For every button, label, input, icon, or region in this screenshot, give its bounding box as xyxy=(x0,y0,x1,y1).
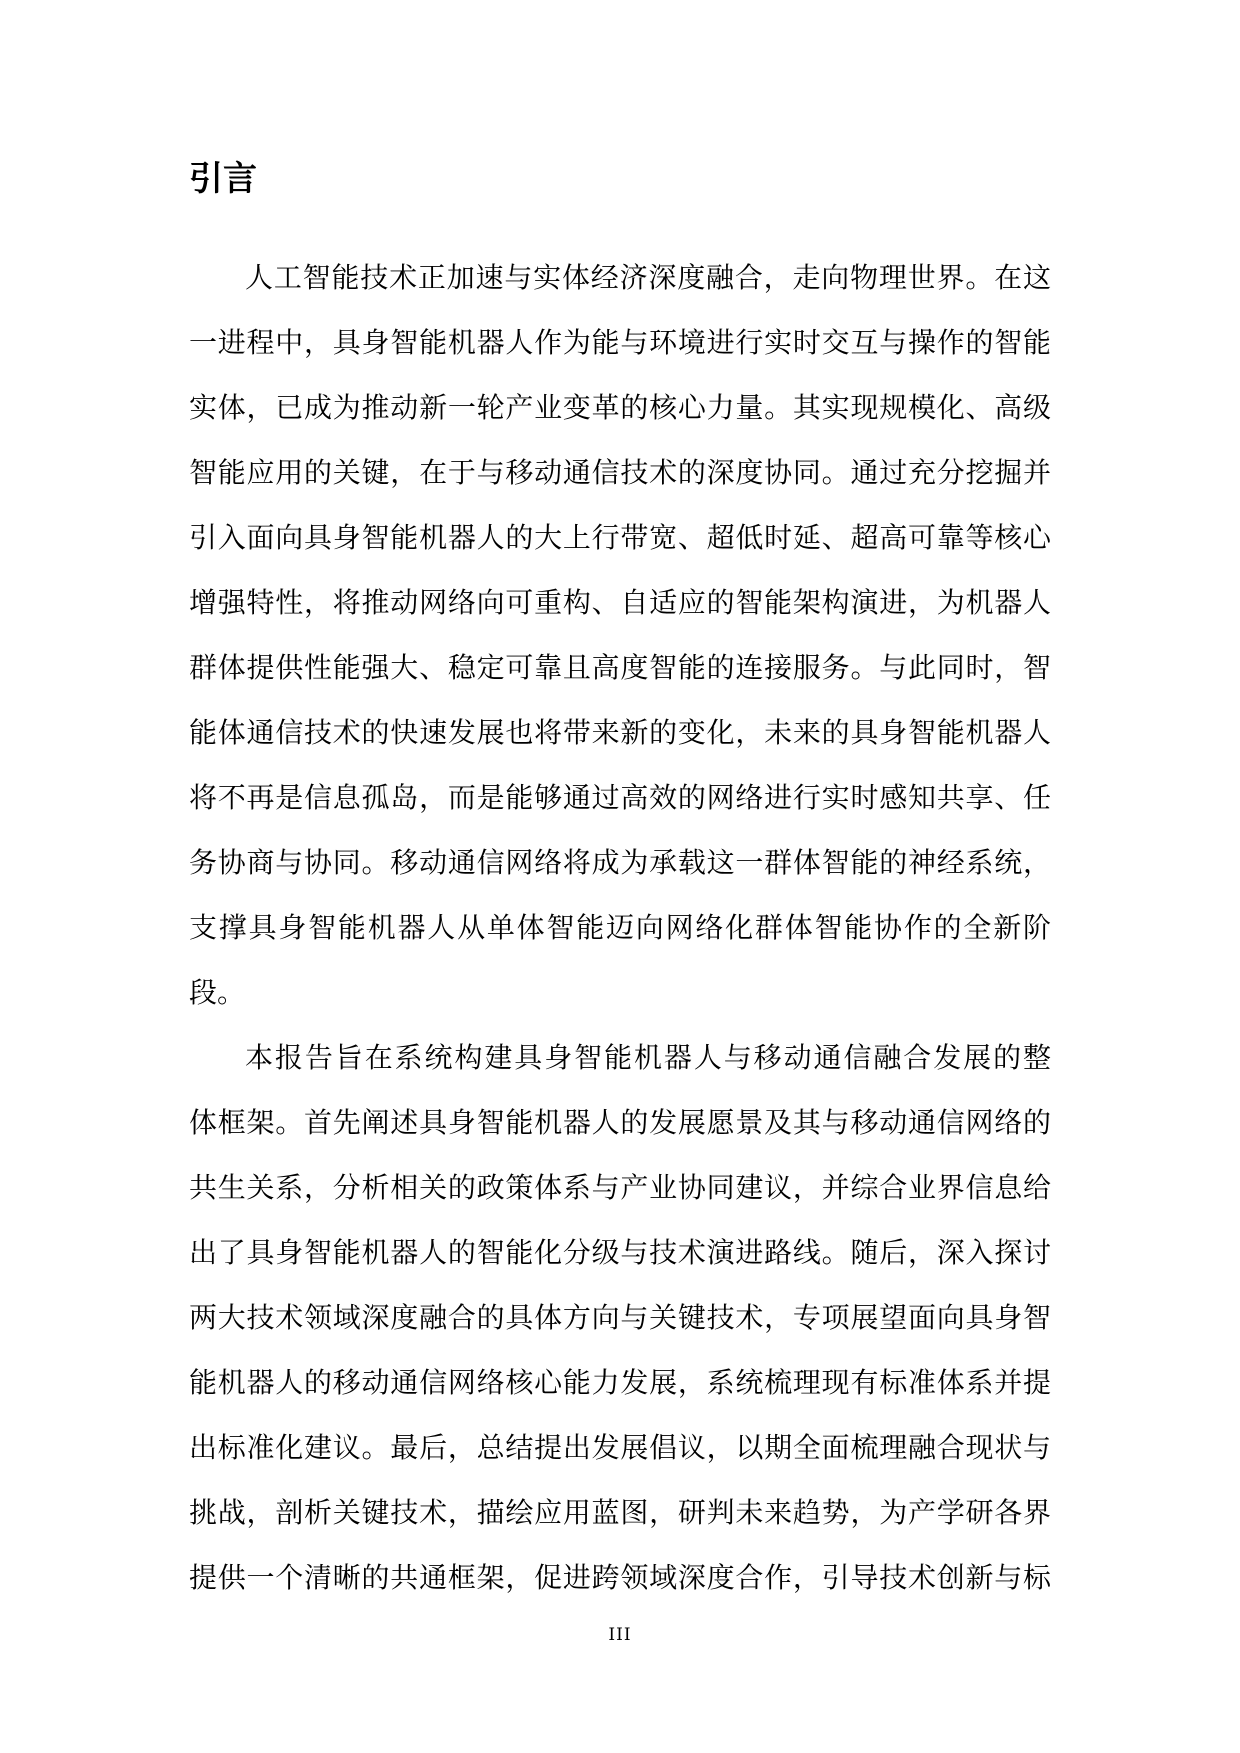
paragraph-1-line: 能体通信技术的快速发展也将带来新的变化，未来的具身智能机器人 xyxy=(189,716,1051,749)
paragraph-1-line: 务协商与协同。移动通信网络将成为承载这一群体智能的神经系统， xyxy=(189,846,1051,879)
paragraph-2-line: 提供一个清晰的共通框架，促进跨领域深度合作，引导技术创新与标 xyxy=(189,1561,1051,1594)
section-heading: 引言 xyxy=(189,159,257,199)
paragraph-1-line: 将不再是信息孤岛，而是能够通过高效的网络进行实时感知共享、任 xyxy=(189,781,1051,814)
paragraph-1-line: 实体，已成为推动新一轮产业变革的核心力量。其实现规模化、高级 xyxy=(189,391,1051,424)
paragraph-2-line: 挑战，剖析关键技术，描绘应用蓝图，研判未来趋势，为产学研各界 xyxy=(189,1496,1051,1529)
paragraph-2-line: 能机器人的移动通信网络核心能力发展，系统梳理现有标准体系并提 xyxy=(189,1366,1051,1399)
paragraph-1-line: 引入面向具身智能机器人的大上行带宽、超低时延、超高可靠等核心 xyxy=(189,521,1051,554)
paragraph-1-line: 增强特性，将推动网络向可重构、自适应的智能架构演进，为机器人 xyxy=(189,586,1051,619)
paragraph-2-line: 本报告旨在系统构建具身智能机器人与移动通信融合发展的整 xyxy=(245,1041,1051,1074)
body-text xyxy=(189,258,1051,1623)
paragraph-1-line: 群体提供性能强大、稳定可靠且高度智能的连接服务。与此同时，智 xyxy=(189,651,1051,684)
paragraph-2-line: 出了具身智能机器人的智能化分级与技术演进路线。随后，深入探讨 xyxy=(189,1236,1051,1269)
paragraph-2-line: 体框架。首先阐述具身智能机器人的发展愿景及其与移动通信网络的 xyxy=(189,1106,1051,1139)
paragraph-1-line: 支撑具身智能机器人从单体智能迈向网络化群体智能协作的全新阶 xyxy=(189,911,1051,944)
page-number: III xyxy=(608,1625,632,1645)
paragraph-1-line: 人工智能技术正加速与实体经济深度融合，走向物理世界。在这 xyxy=(245,261,1051,294)
paragraph-2-line: 共生关系，分析相关的政策体系与产业协同建议，并综合业界信息给 xyxy=(189,1171,1051,1204)
paragraph-2-line: 出标准化建议。最后，总结提出发展倡议，以期全面梳理融合现状与 xyxy=(189,1431,1051,1464)
paragraph-1-line: 智能应用的关键，在于与移动通信技术的深度协同。通过充分挖掘并 xyxy=(189,456,1051,489)
paragraph-1-line: 段。 xyxy=(189,976,246,1009)
paragraph-1-line: 一进程中，具身智能机器人作为能与环境进行实时交互与操作的智能 xyxy=(189,326,1051,359)
paragraph-2-line: 两大技术领域深度融合的具体方向与关键技术，专项展望面向具身智 xyxy=(189,1301,1051,1334)
